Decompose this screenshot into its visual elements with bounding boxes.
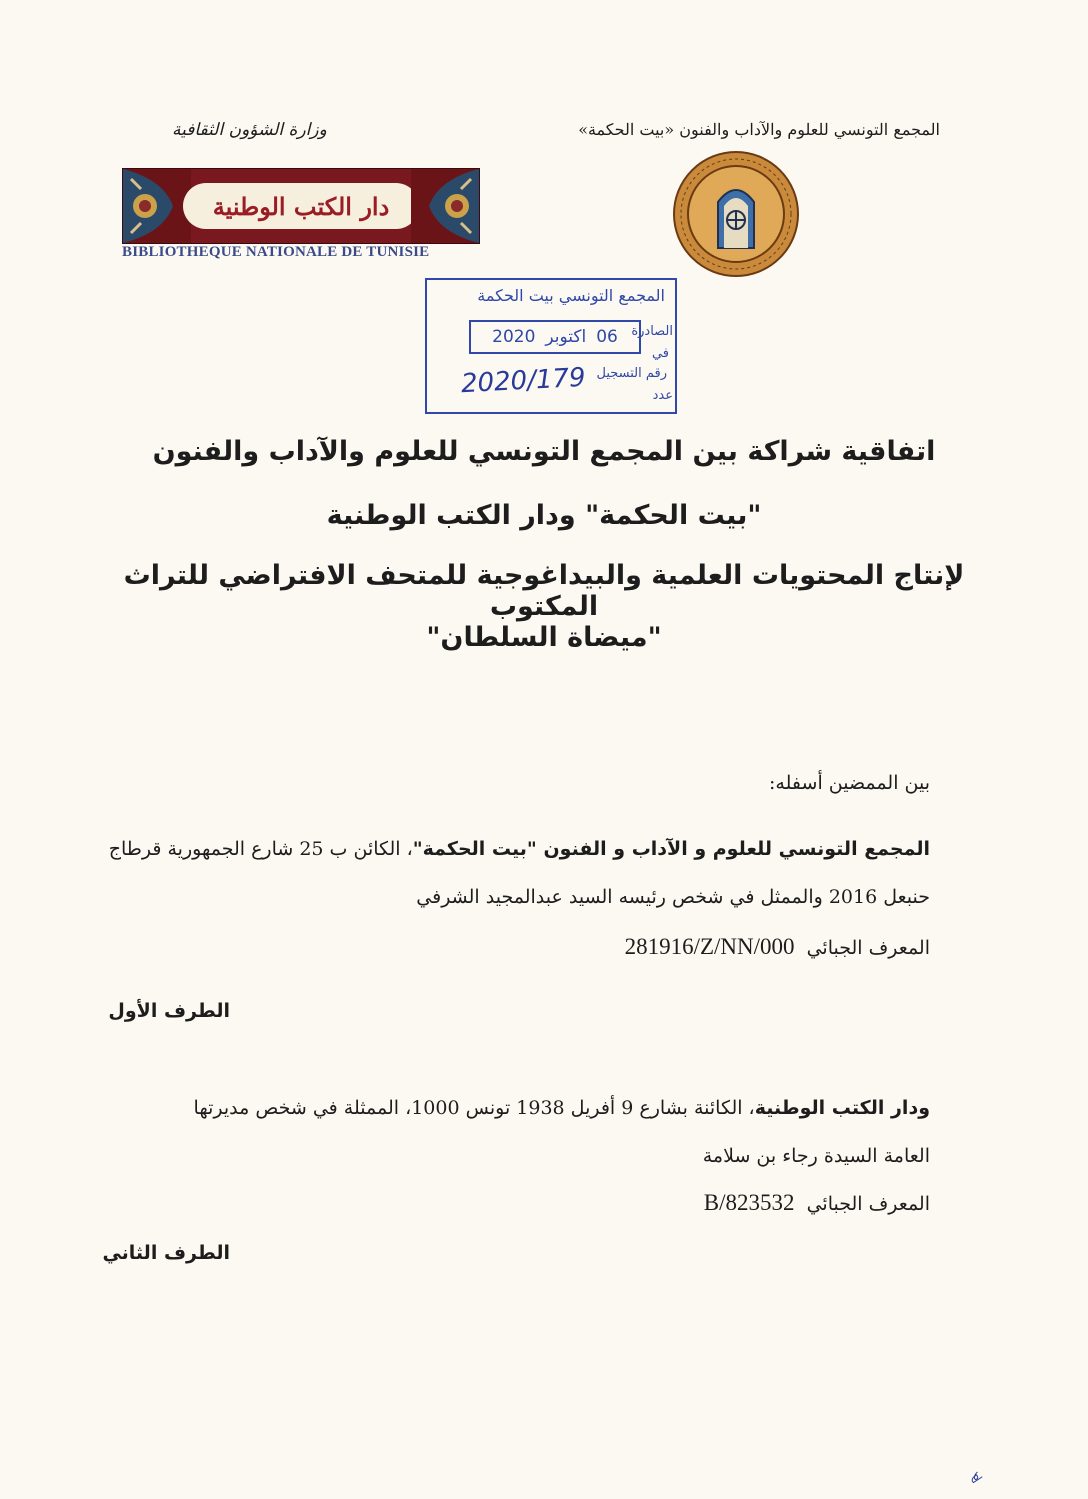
party2-role: الطرف الثاني <box>102 1242 230 1264</box>
stamp-label-issued: الصادرة <box>631 324 673 339</box>
stamp-label-number: عدد <box>652 388 673 403</box>
party1-tax-id-value: 281916/Z/NN/000 <box>624 934 795 959</box>
party2-tax-id-value: B/823532 <box>703 1190 795 1215</box>
party2-tax-id-label: المعرف الجبائي <box>806 1193 930 1215</box>
stamp-label-in: في <box>651 346 669 361</box>
title-line-4: "ميضاة السلطان" <box>426 622 662 653</box>
party2-tax-id <box>704 1190 930 1216</box>
beit-al-hikma-seal-icon <box>672 150 800 278</box>
signature-initial-icon <box>950 1470 1000 1498</box>
party2-line-2: العامة السيدة رجاء بن سلامة <box>702 1145 930 1167</box>
stamp-handwritten-number: 2020/179 <box>460 362 587 400</box>
banner-latin-name: BIBLIOTHEQUE NATIONALE DE TUNISIE <box>122 244 430 260</box>
banner-title: دار الكتب الوطنية <box>183 183 419 229</box>
stamp-year: 2020 <box>492 327 536 347</box>
party1-line-1 <box>109 838 930 860</box>
party1-address: ، الكائن ب 25 شارع الجمهورية قرطاج <box>108 838 413 860</box>
party1-line-2: حنبعل 2016 والممثل في شخص رئيسه السيد عبدالمجيد الشرفي <box>416 886 930 908</box>
party2-line-1 <box>194 1097 930 1119</box>
party1-name: المجمع التونسي للعلوم و الآداب و الفنون "بيت الحكمة" <box>412 838 930 860</box>
party1-role: الطرف الأول <box>108 1000 230 1022</box>
national-library-banner <box>122 168 480 244</box>
party1-tax-id-label: المعرف الجبائي <box>806 937 930 959</box>
stamp-month: اكتوبر <box>545 327 587 347</box>
title-line-2: "بيت الحكمة" ودار الكتب الوطنية <box>326 500 762 531</box>
stamp-date-box <box>469 320 641 354</box>
ornament-right-icon <box>411 169 479 243</box>
stamp-label-registration: رقم التسجيل <box>596 366 667 381</box>
stamp-day: 06 <box>596 327 618 347</box>
ministry-header: وزارة الشؤون الثقافية <box>172 120 327 140</box>
party1-tax-id <box>625 934 930 960</box>
stamp-title: المجمع التونسي بيت الحكمة <box>477 286 665 305</box>
institution-header: المجمع التونسي للعلوم والآداب والفنون «بيت الحكمة» <box>578 120 940 139</box>
party2-address: ، الكائنة بشارع 9 أفريل 1938 تونس 1000، الممثلة في شخص مديرتها <box>193 1097 755 1119</box>
title-line-3: لإنتاج المحتويات العلمية والبيداغوجية للمتحف الافتراضي للتراث المكتوب <box>123 560 965 622</box>
intro-text: بين الممضين أسفله: <box>769 772 930 794</box>
party2-name: ودار الكتب الوطنية <box>754 1097 930 1119</box>
registration-stamp <box>425 278 677 414</box>
title-line-1: اتفاقية شراكة بين المجمع التونسي للعلوم والآداب والفنون <box>152 436 936 467</box>
ornament-left-icon <box>123 169 191 243</box>
